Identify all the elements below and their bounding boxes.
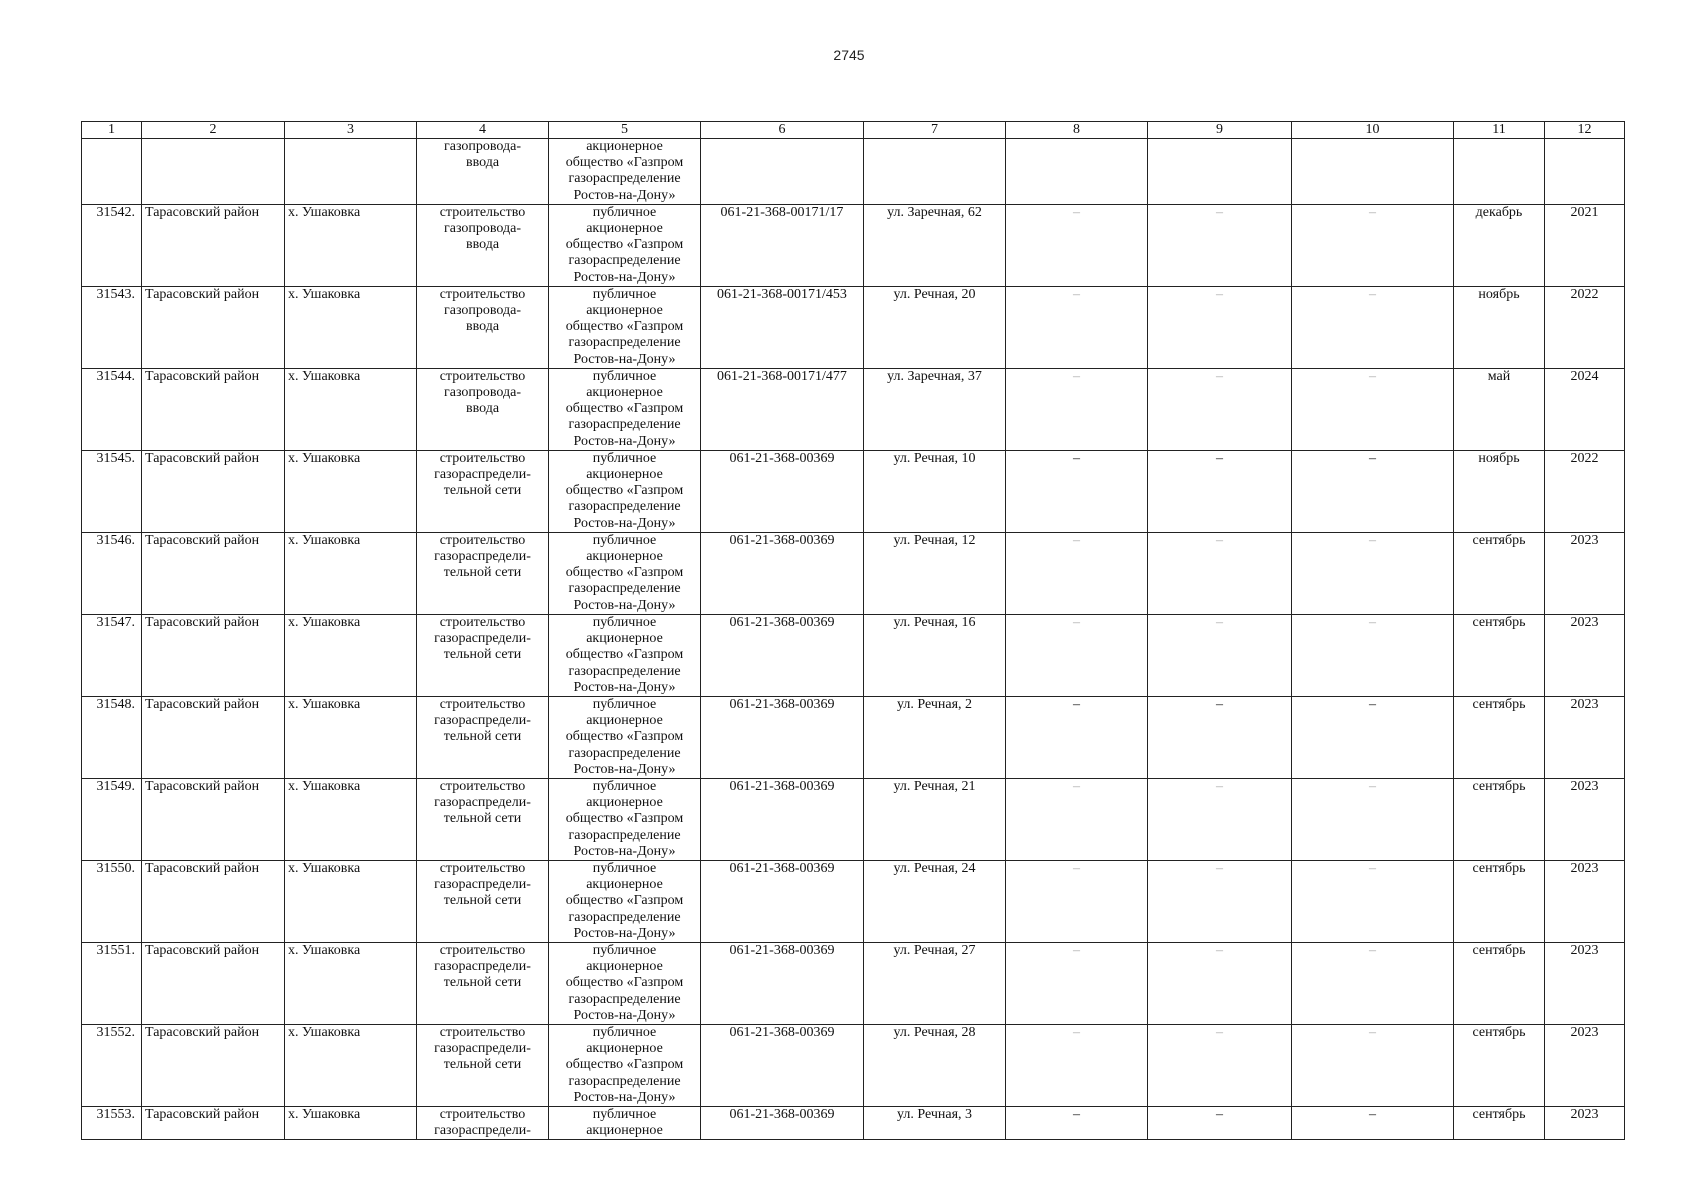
cell-work: строительство газораспредели- тельной сети [417, 696, 549, 778]
cell-district: Тарасовский район [142, 942, 285, 1024]
cell-col9: – [1148, 204, 1292, 286]
cell-organization: публичное акционерное общество «Газпром газораспределение Ростов-на-Дону» [549, 450, 701, 532]
cell-col10: – [1292, 1106, 1454, 1139]
cell-month: сентябрь [1454, 860, 1545, 942]
cell-number: 31549. [82, 778, 142, 860]
cell-number: 31547. [82, 614, 142, 696]
cell-number: 31545. [82, 450, 142, 532]
cell-program-number: 061-21-368-00369 [701, 1106, 864, 1139]
cell-col8: – [1006, 614, 1148, 696]
cell-month: сентябрь [1454, 778, 1545, 860]
cell-work: строительство газораспредели- [417, 1106, 549, 1139]
cell-year: 2023 [1545, 1106, 1625, 1139]
table-row [82, 942, 1625, 1024]
table-row [82, 1106, 1625, 1139]
cell-work: строительство газораспредели- тельной сети [417, 532, 549, 614]
cell-col8: – [1006, 860, 1148, 942]
cell-col9: – [1148, 450, 1292, 532]
cell-number: 31553. [82, 1106, 142, 1139]
cell-address: ул. Речная, 20 [864, 286, 1006, 368]
cell-col10: – [1292, 942, 1454, 1024]
cell-year: 2023 [1545, 532, 1625, 614]
cell-month: сентябрь [1454, 1106, 1545, 1139]
cell-locality: х. Ушаковка [285, 860, 417, 942]
cell-col10: – [1292, 286, 1454, 368]
cell-col10: – [1292, 450, 1454, 532]
cell-organization: публичное акционерное общество «Газпром газораспределение Ростов-на-Дону» [549, 1024, 701, 1106]
cell-work: строительство газораспредели- тельной сети [417, 450, 549, 532]
cell-address: ул. Речная, 16 [864, 614, 1006, 696]
cell-year: 2022 [1545, 450, 1625, 532]
cell-col8: – [1006, 778, 1148, 860]
cell-number: 31543. [82, 286, 142, 368]
cell-district: Тарасовский район [142, 204, 285, 286]
cell-district: Тарасовский район [142, 1024, 285, 1106]
table-row [82, 778, 1625, 860]
cell-address: ул. Заречная, 37 [864, 368, 1006, 450]
header-row [82, 122, 1625, 139]
cell-program-number: 061-21-368-00369 [701, 1024, 864, 1106]
cell-col9: – [1148, 532, 1292, 614]
cell-year: 2023 [1545, 614, 1625, 696]
cell-col10: – [1292, 204, 1454, 286]
table-row [82, 696, 1625, 778]
cell-program-number: 061-21-368-00369 [701, 860, 864, 942]
cell-work: строительство газораспредели- тельной сети [417, 1024, 549, 1106]
cell-col8: – [1006, 1106, 1148, 1139]
cell-address: ул. Речная, 27 [864, 942, 1006, 1024]
cell-col9: – [1148, 860, 1292, 942]
cell-locality: х. Ушаковка [285, 532, 417, 614]
cell-month: ноябрь [1454, 450, 1545, 532]
cell-address: ул. Речная, 12 [864, 532, 1006, 614]
cell-program-number: 061-21-368-00369 [701, 614, 864, 696]
header-cell: 6 [701, 122, 864, 139]
header-cell: 2 [142, 122, 285, 139]
cell-col9: – [1148, 1024, 1292, 1106]
cell-work: строительство газораспредели- тельной сети [417, 614, 549, 696]
cell-col9: – [1148, 942, 1292, 1024]
cell-district: Тарасовский район [142, 368, 285, 450]
cell-organization: публичное акционерное общество «Газпром газораспределение Ростов-на-Дону» [549, 614, 701, 696]
cell-address: ул. Заречная, 62 [864, 204, 1006, 286]
register-table [81, 121, 1625, 1140]
cell-address: ул. Речная, 10 [864, 450, 1006, 532]
cell-program-number: 061-21-368-00171/17 [701, 204, 864, 286]
cell-address: ул. Речная, 2 [864, 696, 1006, 778]
table-row [82, 614, 1625, 696]
header-cell: 1 [82, 122, 142, 139]
cell-organization: публичное акционерное общество «Газпром газораспределение Ростов-на-Дону» [549, 532, 701, 614]
cell-month: сентябрь [1454, 696, 1545, 778]
cell-month: сентябрь [1454, 942, 1545, 1024]
cell-program-number: 061-21-368-00369 [701, 778, 864, 860]
cell-number: 31548. [82, 696, 142, 778]
cell-col10: – [1292, 532, 1454, 614]
cell-year: 2023 [1545, 778, 1625, 860]
cell-address: ул. Речная, 3 [864, 1106, 1006, 1139]
cell-district: Тарасовский район [142, 450, 285, 532]
cell-locality: х. Ушаковка [285, 450, 417, 532]
table-body [82, 139, 1625, 1140]
cell-locality: х. Ушаковка [285, 368, 417, 450]
cell-locality: х. Ушаковка [285, 204, 417, 286]
cell-program-number: 061-21-368-00171/477 [701, 368, 864, 450]
header-cell: 8 [1006, 122, 1148, 139]
cell-address: ул. Речная, 21 [864, 778, 1006, 860]
cell-number: 31544. [82, 368, 142, 450]
cell-number: 31542. [82, 204, 142, 286]
cell-district: Тарасовский район [142, 696, 285, 778]
cell-program-number: 061-21-368-00171/453 [701, 286, 864, 368]
cell-col8: – [1006, 1024, 1148, 1106]
cell-col10: – [1292, 860, 1454, 942]
cell-col9: – [1148, 368, 1292, 450]
cell-organization: публичное акционерное общество «Газпром газораспределение Ростов-на-Дону» [549, 860, 701, 942]
cell-month: май [1454, 368, 1545, 450]
cell-col8: – [1006, 942, 1148, 1024]
cell-locality: х. Ушаковка [285, 1106, 417, 1139]
cell-col9: – [1148, 1106, 1292, 1139]
header-cell: 10 [1292, 122, 1454, 139]
cell-col9: – [1148, 696, 1292, 778]
cell-organization: публичное акционерное общество «Газпром газораспределение Ростов-на-Дону» [549, 942, 701, 1024]
cell-col8: – [1006, 696, 1148, 778]
table-row [82, 368, 1625, 450]
page-number: 2745 [833, 47, 865, 63]
cell-year: 2023 [1545, 860, 1625, 942]
cell-col8: – [1006, 532, 1148, 614]
cell-locality: х. Ушаковка [285, 696, 417, 778]
header-cell: 11 [1454, 122, 1545, 139]
cell-district: Тарасовский район [142, 860, 285, 942]
cell-year: 2024 [1545, 368, 1625, 450]
cell-organization: публичное акционерное [549, 1106, 701, 1139]
cell-locality: х. Ушаковка [285, 1024, 417, 1106]
header-cell: 4 [417, 122, 549, 139]
cell-work: строительство газопровода- ввода [417, 286, 549, 368]
cell-col10: – [1292, 1024, 1454, 1106]
table-row [82, 204, 1625, 286]
cell-program-number: 061-21-368-00369 [701, 450, 864, 532]
cell-col10: – [1292, 368, 1454, 450]
cell-program-number: 061-21-368-00369 [701, 532, 864, 614]
table-row [82, 1024, 1625, 1106]
cell-col9: – [1148, 286, 1292, 368]
cell-locality: х. Ушаковка [285, 778, 417, 860]
table-row [82, 532, 1625, 614]
cell-col9: – [1148, 614, 1292, 696]
cell-district: Тарасовский район [142, 532, 285, 614]
cell-month: декабрь [1454, 204, 1545, 286]
cell-work: строительство газораспредели- тельной сети [417, 778, 549, 860]
cell-district: Тарасовский район [142, 1106, 285, 1139]
cell-organization: акционерное общество «Газпром газораспределение Ростов-на-Дону» [549, 139, 701, 205]
cell-col8: – [1006, 286, 1148, 368]
header-cell: 9 [1148, 122, 1292, 139]
cell-program-number: 061-21-368-00369 [701, 942, 864, 1024]
cell-locality: х. Ушаковка [285, 614, 417, 696]
table-row [82, 860, 1625, 942]
cell-col10: – [1292, 696, 1454, 778]
cell-col8: – [1006, 450, 1148, 532]
cell-organization: публичное акционерное общество «Газпром газораспределение Ростов-на-Дону» [549, 286, 701, 368]
cell-col8: – [1006, 204, 1148, 286]
cell-work: строительство газопровода- ввода [417, 204, 549, 286]
cell-work: строительство газораспредели- тельной сети [417, 860, 549, 942]
cell-year: 2023 [1545, 1024, 1625, 1106]
header-cell: 7 [864, 122, 1006, 139]
cell-number: 31550. [82, 860, 142, 942]
cell-work: строительство газопровода- ввода [417, 368, 549, 450]
cell-month: сентябрь [1454, 614, 1545, 696]
cell-month: сентябрь [1454, 1024, 1545, 1106]
header-cell: 5 [549, 122, 701, 139]
cell-address: ул. Речная, 24 [864, 860, 1006, 942]
cell-col10: – [1292, 778, 1454, 860]
cell-col9: – [1148, 778, 1292, 860]
table-row [82, 286, 1625, 368]
cell-col8: – [1006, 368, 1148, 450]
cell-organization: публичное акционерное общество «Газпром газораспределение Ростов-на-Дону» [549, 204, 701, 286]
cell-number: 31546. [82, 532, 142, 614]
cell-month: сентябрь [1454, 532, 1545, 614]
cell-address: ул. Речная, 28 [864, 1024, 1006, 1106]
table-header [82, 122, 1625, 139]
cell-district: Тарасовский район [142, 286, 285, 368]
table-row [82, 450, 1625, 532]
cell-locality: х. Ушаковка [285, 286, 417, 368]
cell-year: 2022 [1545, 286, 1625, 368]
header-cell: 12 [1545, 122, 1625, 139]
cell-locality: х. Ушаковка [285, 942, 417, 1024]
cell-program-number: 061-21-368-00369 [701, 696, 864, 778]
cell-work: строительство газораспредели- тельной сети [417, 942, 549, 1024]
cell-organization: публичное акционерное общество «Газпром газораспределение Ростов-на-Дону» [549, 368, 701, 450]
cell-month: ноябрь [1454, 286, 1545, 368]
cell-work: газопровода- ввода [417, 139, 549, 205]
cell-number: 31552. [82, 1024, 142, 1106]
cell-organization: публичное акционерное общество «Газпром газораспределение Ростов-на-Дону» [549, 778, 701, 860]
cell-organization: публичное акционерное общество «Газпром газораспределение Ростов-на-Дону» [549, 696, 701, 778]
header-cell: 3 [285, 122, 417, 139]
cell-number: 31551. [82, 942, 142, 1024]
cell-year: 2021 [1545, 204, 1625, 286]
cell-year: 2023 [1545, 696, 1625, 778]
cell-year: 2023 [1545, 942, 1625, 1024]
cell-col10: – [1292, 614, 1454, 696]
cell-district: Тарасовский район [142, 778, 285, 860]
cell-district: Тарасовский район [142, 614, 285, 696]
table-row-continuation [82, 139, 1625, 205]
